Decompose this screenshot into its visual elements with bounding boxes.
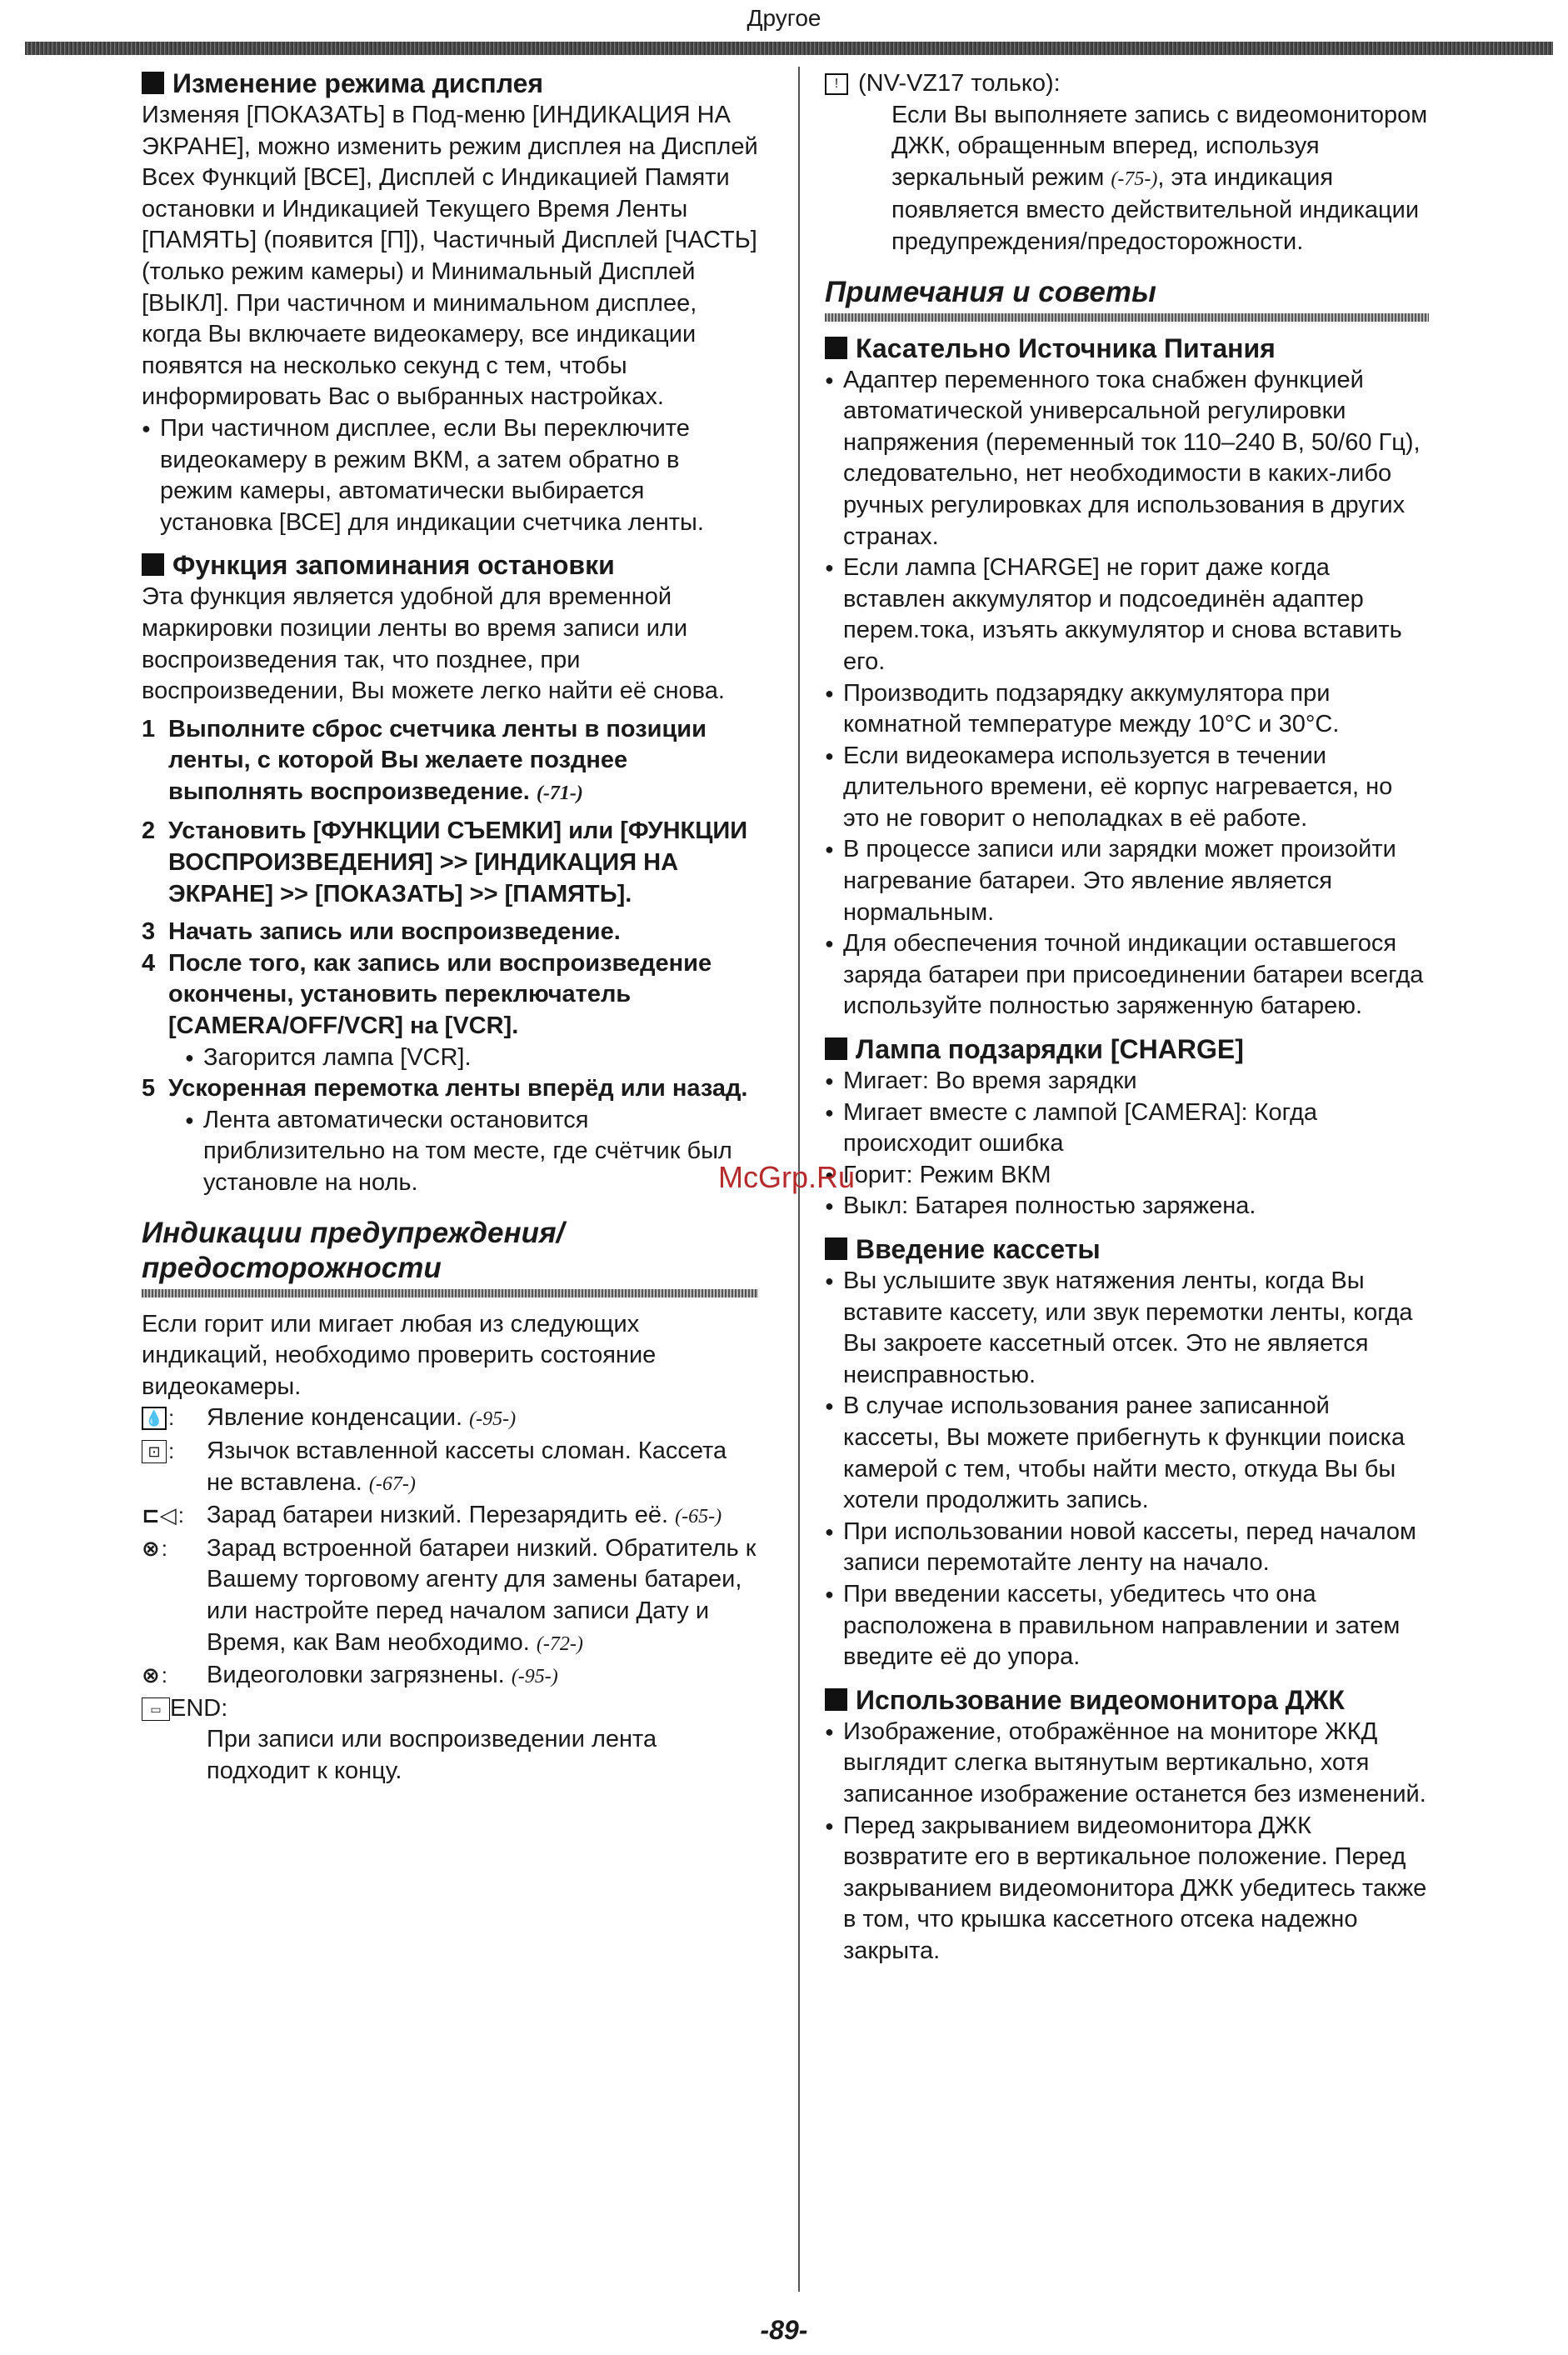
cassette-bullet: ● Вы услышите звук натяжения ленты, когда Вы вставите кассету, или звук перемотки ленты, когда Вы закроете кассетный отсек. Это не является неисправностью. [825,1266,1429,1391]
section-heading-charge-lamp: Лампа подзарядки [CHARGE] [825,1034,1429,1064]
dirty-heads-icon: ⊗ [142,1662,160,1688]
mirror-mode-note-text: Если Вы выполняете запись с видеомонитором ДЖК, обращенным вперед, используя зеркальный режим (-75-), эта индикация появляется вместо действительной индикации предупреждения/предосторожности. [891,101,1428,255]
section-marker-icon [142,553,164,576]
section-heading-display-mode: Изменение режима дисплея [142,68,758,98]
power-bullet: ● Если лампа [CHARGE] не горит даже когда вставлен аккумулятор и подсоединён адаптер перем.тока, изъять аккумулятор и снова вставить его. [825,552,1429,678]
step-3: 3 Начать запись или воспроизведение. [142,918,621,946]
warning-battery-low: ⊏◁ : Зарад батареи низкий. Перезарядить её. (-65-) [142,1500,758,1533]
watermark: McGrp.Ru [718,1160,856,1194]
warnings-heading-rule [142,1289,758,1298]
tape-end-icon: ▭ [142,1698,170,1721]
battery-low-icon: ⊏◁ [142,1502,177,1528]
tips-heading: Примечания и советы [825,275,1156,308]
warning-tape-end: ▭ END: [142,1693,758,1725]
step-5: 5 Ускоренная перемотка ленты вперёд или назад. [142,1075,748,1102]
lcd-bullet: ● Изображение, отображённое на мониторе ЖКД выглядит слегка вытянутым вертикально, хотя записанное изображение останется без изменений. [825,1717,1429,1811]
right-column [825,68,1429,1967]
display-mode-bullet: ● При частичном дисплее, если Вы переключите видеокамеру в режим ВКМ, а затем обратно в режим камеры, автоматически выбирается установка [ВСЕ] для индикации счетчика ленты. [142,413,758,538]
section-marker-icon [825,1038,847,1060]
lcd-bullet: ● Перед закрыванием видеомонитора ДЖК возвратите его в вертикальное положение. Перед закрыванием видеомонитора ДЖК убедитесь также в том, что крышка кассетного отсека надежно закрыта. [825,1811,1429,1968]
display-mode-text: Изменяя [ПОКАЗАТЬ] в Под-меню [ИНДИКАЦИЯ НА ЭКРАНЕ], можно изменить режим дисплея на Дисплей Всех Функций [ВСЕ], Дисплей с Индикацией Памяти остановки и Индикацией Текущего Время Ленты [ПАМЯТЬ] (появится [П]), Частичный Дисплей [ЧАСТЬ] (только режим камеры) и Минимальный Дисплей [ВЫКЛ]. При частичном и минимальном дисплее, когда Вы включаете видеокамеру, все индикации появятся на несколько секунд с тем, чтобы информировать Вас о выбранных настройках. [142,102,758,411]
charge-bullet: ● Мигает вместе с лампой [CAMERA]: Когда происходит ошибка [825,1098,1429,1160]
step-4: 4 После того, как запись или воспроизведение окончены, установить переключатель [CAMERA/OFF/VCR] на [VCR]. [142,949,712,1040]
cassette-bullet: ● При использовании новой кассеты, перед началом записи перемотайте ленту на начало. [825,1517,1429,1579]
condensation-icon: 💧 [142,1407,167,1430]
step-2: 2 Установить [ФУНКЦИИ СЪЕМКИ] или [ФУНКЦИИ ВОСПРОИЗВЕДЕНИЯ] >> [ИНДИКАЦИЯ НА ЭКРАНЕ] >> [ПОКАЗАТЬ] >> [ПАМЯТЬ]. [142,818,748,908]
tips-heading-rule [825,313,1429,322]
section-heading-memory-stop: Функция запоминания остановки [142,550,758,580]
charge-bullet: ● Мигает: Во время зарядки [825,1066,1429,1098]
power-bullet: ● Для обеспечения точной индикации оставшегося заряда батареи при присоединении батареи всегда используйте полностью заряженную батарею. [825,928,1429,1022]
mirror-mode-note-label: ! (NV-VZ17 только): [825,68,1429,100]
cassette-tab-icon: ⊡ [142,1440,167,1463]
notice-icon: ! [825,73,848,95]
section-marker-icon [142,72,164,94]
section-heading-cassette: Введение кассеты [825,1234,1429,1264]
warning-backup-battery: ⊗ : Зарад встроенной батареи низкий. Обратитель к Вашему торговому агенту для замены батареи, или настройте перед началом записи Дату и Время, как Вам необходимо. (-72-) [142,1534,757,1656]
warning-cassette-tab: ⊡ : Язычок вставленной кассеты сломан. Кассета не вставлена. (-67-) [142,1436,758,1500]
page-header-title: Другое [747,5,821,31]
backup-battery-icon: ⊗ [142,1535,160,1561]
charge-bullet: ● Горит: Режим ВКМ [825,1160,1429,1192]
charge-bullet: ● Выкл: Батарея полностью заряжена. [825,1191,1429,1222]
section-heading-power: Касательно Источника Питания [825,333,1429,363]
step-1: 1 Выполните сброс счетчика ленты в позиции ленты, с которой Вы желаете позднее выполнять воспроизведение. (-71-) [142,715,707,805]
power-bullet: ● Производить подзарядку аккумулятора при комнатной температуре между 10°C и 30°C. [825,678,1429,741]
header-rule [25,42,1553,55]
step-4-note: ● Загорится лампа [VCR]. [185,1042,758,1074]
left-column [142,68,758,1788]
section-heading-lcd-monitor: Использование видеомонитора ДЖК [825,1685,1429,1715]
warnings-heading: Индикации предупреждения/ предосторожности [142,1216,565,1284]
step-5-note: ● Лента автоматически остановится приблизительно на том месте, где счётчик был установле на ноль. [185,1105,758,1199]
section-marker-icon [825,1688,847,1711]
memory-stop-text: Эта функция является удобной для временной маркировки позиции ленты во время записи или воспроизведения так, что позднее, при воспроизведении, Вы можете легко найти её снова. [142,583,725,705]
warning-dirty-heads: ⊗ : Видеоголовки загрязнены. (-95-) [142,1660,758,1693]
cassette-bullet: ● При введении кассеты, убедитесь что она расположена в правильном направлении и затем введите её до упора. [825,1579,1429,1673]
section-marker-icon [825,337,847,359]
cassette-bullet: ● В случае использования ранее записанной кассеты, Вы можете прибегнуть к функции поиска камерой с тем, чтобы найти место, откуда Вы бы хотели продолжить запись. [825,1391,1429,1516]
section-marker-icon [825,1238,847,1260]
power-bullet: ● Адаптер переменного тока снабжен функцией автоматической универсальной регулировки напряжения (переменный ток 110–240 В, 50/60 Гц), следовательно, нет необходимости в каких-либо ручных регулировках для использования в других странах. [825,365,1429,553]
tape-end-text: При записи или воспроизведении лента подходит к концу. [207,1726,657,1784]
power-bullet: ● Если видеокамера используется в течении длительного времени, её корпус нагревается, но это не говорит о неполадках в её работе. [825,741,1429,835]
warnings-intro: Если горит или мигает любая из следующих индикаций, необходимо проверить состояние видеокамеры. [142,1310,657,1400]
warning-condensation: 💧 : Явление конденсации. (-95-) [142,1402,758,1436]
power-bullet: ● В процессе записи или зарядки может произойти нагревание батареи. Это явление является нормальным. [825,834,1429,928]
page-number: -89- [760,2315,808,2345]
